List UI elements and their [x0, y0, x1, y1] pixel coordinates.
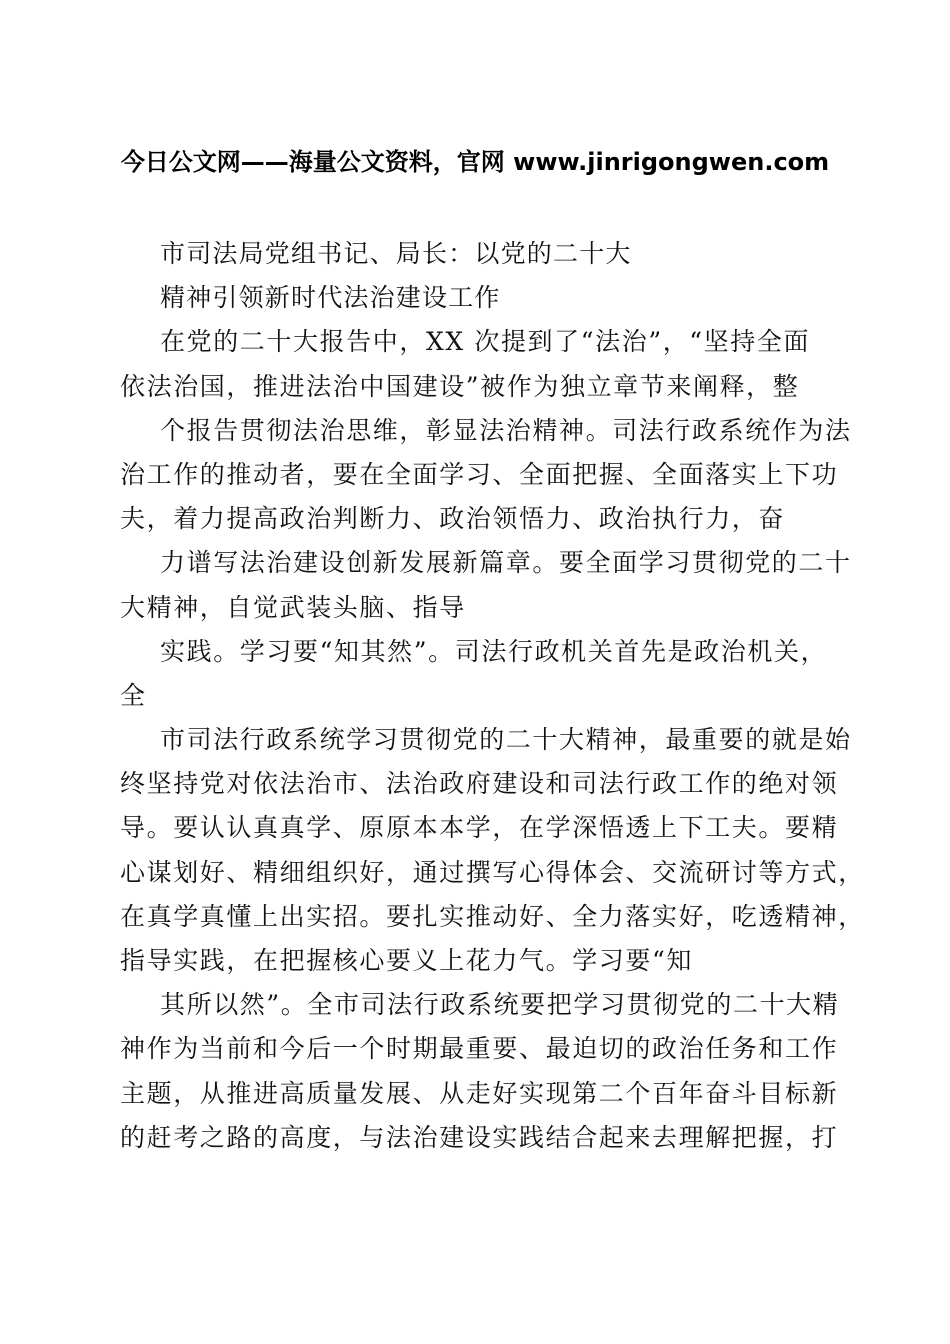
paragraph-line: 夫，着力提高政治判断力、政治领悟力、政治执行力，奋 [120, 504, 786, 534]
site-banner: 今日公文网——海量公文资料，官网 www.jinrigongwen.com [120, 148, 830, 176]
document-title-line: 市司法局党组书记、局长：以党的二十大 [160, 239, 632, 268]
paragraph-line: 力谱写法治建设创新发展新篇章。要全面学习贯彻党的二十 [160, 548, 852, 578]
paragraph-line: 导。要认认真真学、原原本本学，在学深悟透上下工夫。要精 [120, 813, 839, 843]
paragraph-line: 神作为当前和今后一个时期最重要、最迫切的政治任务和工作 [120, 1034, 839, 1064]
paragraph-line: 其所以然”。全市司法行政系统要把学习贯彻党的二十大精 [160, 990, 840, 1020]
paragraph-line: 在真学真懂上出实招。要扎实推动好、全力落实好，吃透精神， [120, 901, 865, 931]
paragraph-line: 大精神，自觉武装头脑、指导 [120, 592, 466, 622]
paragraph-line: 实践。学习要“知其然”。司法行政机关首先是政治机关， [160, 636, 828, 666]
paragraph-line: 主题，从推进高质量发展、从走好实现第二个百年奋斗目标新 [120, 1078, 839, 1108]
paragraph-line: 个报告贯彻法治思维，彰显法治精神。司法行政系统作为法 [160, 415, 852, 445]
document-body [120, 232, 865, 1160]
paragraph-line: 心谋划好、精细组织好，通过撰写心得体会、交流研讨等方式， [120, 857, 865, 887]
document-title-line: 精神引领新时代法治建设工作 [160, 283, 501, 313]
paragraph-line: 市司法行政系统学习贯彻党的二十大精神，最重要的就是始 [160, 725, 852, 755]
paragraph-line: 全 [120, 680, 147, 710]
paragraph-line: 终坚持党对依法治市、法治政府建设和司法行政工作的绝对领 [120, 769, 839, 799]
paragraph-line: 治工作的推动者，要在全面学习、全面把握、全面落实上下功 [120, 459, 839, 489]
paragraph-line: 指导实践，在把握核心要义上花力气。学习要“知 [120, 946, 693, 975]
paragraph-line: 的赶考之路的高度，与法治建设实践结合起来去理解把握，打 [120, 1122, 839, 1152]
paragraph-line: 依法治国，推进法治中国建设”被作为独立章节来阐释，整 [120, 371, 800, 401]
paragraph-line: 在党的二十大报告中，XX 次提到了“法治”，“坚持全面 [160, 327, 811, 357]
